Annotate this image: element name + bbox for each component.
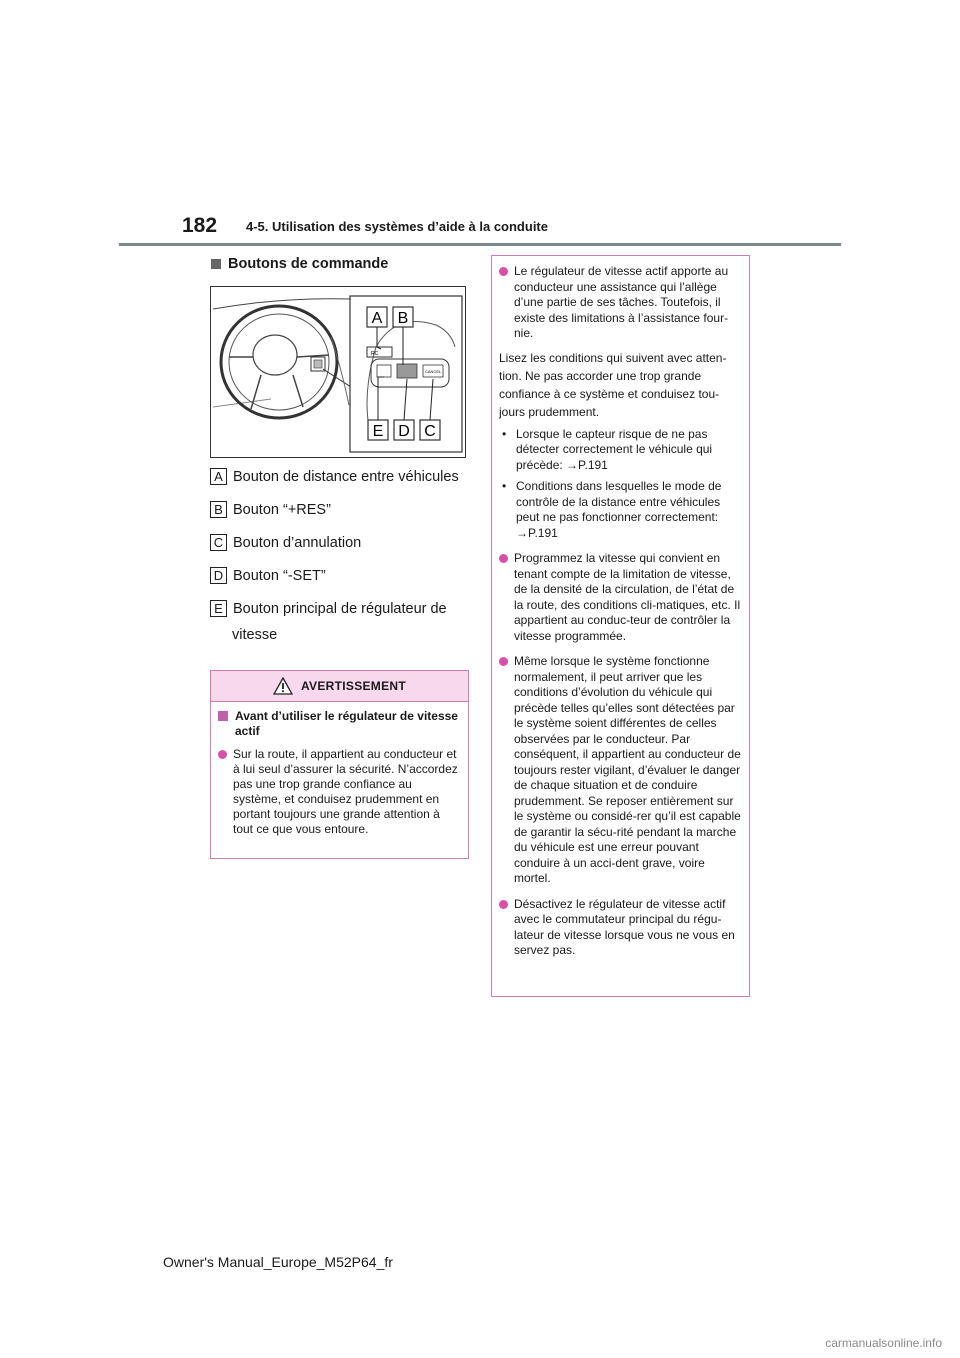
note-sub-bullet-text: Lorsque le capteur risque de ne pas détecter correctement le véhicule qui précède: →P.191 <box>516 426 713 472</box>
note-paragraph: Lisez les conditions qui suivent avec atten-tion. Ne pas accorder une trop grande confiance à ce système et conduisez tou-jours prudemment. <box>499 350 727 419</box>
small-bullet-icon: • <box>502 479 507 493</box>
note-bullet-text: Désactivez le régulateur de vitesse actif avec le commutateur principal du régu-lateur de vitesse lorsque vous ne vous en servez pas. <box>514 896 735 957</box>
callout-item <box>210 468 470 485</box>
figure-label-a: A <box>371 310 383 327</box>
steering-wheel-illustration <box>211 287 465 457</box>
callout-item <box>210 534 470 551</box>
note-bullet <box>499 654 742 887</box>
subheading-text: Boutons de commande <box>228 256 389 272</box>
warning-triangle-icon <box>273 677 293 695</box>
callout-letter: E <box>210 600 227 617</box>
round-bullet-icon <box>499 657 508 666</box>
warning-subheading-text: Avant d’utiliser le régulateur de vitesse actif <box>235 709 458 738</box>
round-bullet-icon <box>218 750 227 759</box>
watermark: carmanualsonline.info <box>825 1336 942 1350</box>
warning-header <box>211 671 468 702</box>
figure-label-d: D <box>398 423 410 440</box>
note-sub-bullet <box>499 427 742 474</box>
note-bullet-text: Le régulateur de vitesse actif apporte au conducteur une assistance qui l’allège d’une partie de ses tâches. Toutefois, il existe des limitations à l’assistance four-nie. <box>514 264 729 340</box>
callout-text: Bouton “-SET” <box>233 567 326 584</box>
warning-bullet <box>218 747 461 837</box>
callout-item <box>210 600 470 617</box>
callout-text: Bouton principal de régulateur de <box>233 600 447 617</box>
warning-box <box>210 670 469 859</box>
figure-label-c: C <box>424 423 436 440</box>
square-bullet-icon <box>218 711 228 721</box>
callout-item <box>210 567 470 584</box>
cancel-label: CANCEL <box>425 369 442 374</box>
figure-label-b: B <box>397 310 409 327</box>
page-number: 182 <box>182 214 218 237</box>
round-bullet-icon <box>499 900 508 909</box>
note-bullet-text: Programmez la vitesse qui convient en tenant compte de la limitation de vitesse, de la densité de la circulation, de l’état de la route, des conditions cli-matiques, etc. Il appartient au conduc-teur de contrôler la vitesse programmée. <box>514 551 741 643</box>
rc-label: RC <box>371 351 379 357</box>
warning-subheading <box>218 709 461 739</box>
callout-text: Bouton “+RES” <box>233 501 331 518</box>
steering-wheel-figure <box>210 286 466 458</box>
footer-text: Owner's Manual_Europe_M52P64_fr <box>163 1254 393 1270</box>
small-bullet-icon: • <box>502 426 507 441</box>
note-sub-bullet-text: Conditions dans lesquelles le mode de contrôle de la distance entre véhicules peut ne pas fonctionner correctement: →P.191 <box>516 479 722 540</box>
warning-title: AVERTISSEMENT <box>300 679 407 693</box>
subheading <box>211 256 470 272</box>
callout-list <box>210 468 470 643</box>
note-bullet-text: Même lorsque le système fonctionne normalement, il peut arriver que les conditions d’évolution du véhicule qui précède telles qu’elles sont détectées par le système soient différentes de celles observées par le conducteur. Par conséquent, il appartient au conducteur de toujours rester vigilant, d’évaluer le danger de chaque situation et de conduire prudemment. Se reposer entièrement sur le système ou considé-rer qu’il est capable de garantir la sécu-rité pendant la marche du véhicule est une erreur pouvant conduire à un acci-dent grave, voire mortel. <box>514 654 741 885</box>
callout-letter: B <box>210 501 227 518</box>
round-bullet-icon <box>499 554 508 563</box>
note-sub-bullet <box>499 479 742 541</box>
section-title: 4-5. Utilisation des systèmes d’aide à la conduite <box>246 219 548 234</box>
callout-letter: C <box>210 534 227 551</box>
note-bullet <box>499 551 742 644</box>
header-rule <box>119 243 841 246</box>
figure-label-e: E <box>372 423 384 440</box>
callout-text-continued: vitesse <box>232 627 278 643</box>
callout-letter: A <box>210 468 227 485</box>
left-column <box>210 256 470 643</box>
round-bullet-icon <box>499 267 508 276</box>
warning-bullet-text: Sur la route, il appartient au conducteur et à lui seul d’assurer la sécurité. N’accordez pas une trop grande confiance au système, et conduisez prudemment en portant toujours une grande attention à tout ce que vous entoure. <box>233 747 458 836</box>
callout-letter: D <box>210 567 227 584</box>
callout-item <box>210 501 470 518</box>
warning-body <box>211 702 468 837</box>
note-bullet <box>499 897 742 959</box>
note-bullet <box>499 264 742 342</box>
callout-text: Bouton de distance entre véhicules <box>233 468 459 485</box>
callout-text: Bouton d’annulation <box>233 534 362 551</box>
note-box <box>491 255 750 997</box>
square-bullet-icon <box>211 259 221 269</box>
